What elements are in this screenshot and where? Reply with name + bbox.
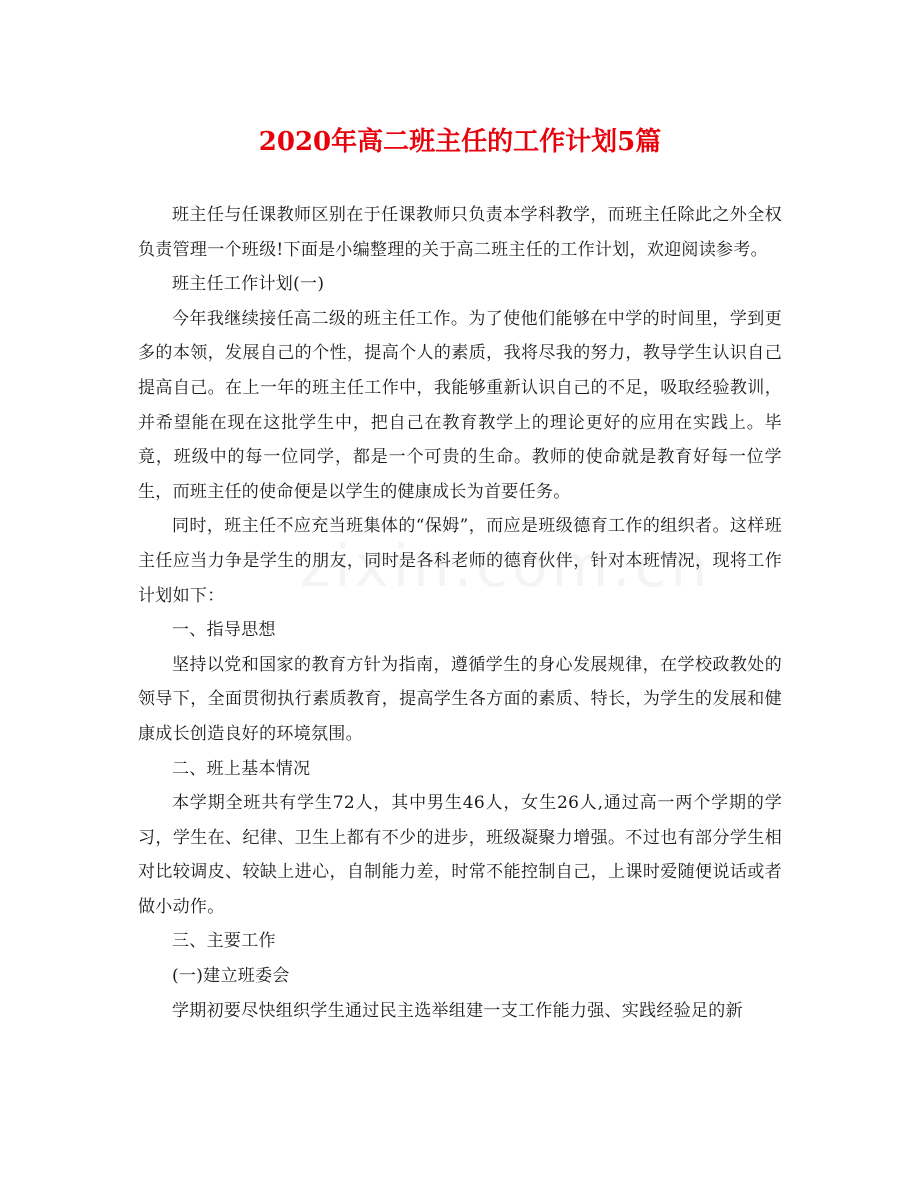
subsection-heading-class-committee: (一)建立班委会 <box>172 966 290 987</box>
document-title: 2020年高二班主任的工作计划5篇 <box>258 127 662 157</box>
section-heading-plan-one: 班主任工作计划(一) <box>172 274 325 295</box>
body-paragraph: 本学期全班共有学生72人，其中男生46人，女生26人,通过高一两个学期的学习，学生在、纪律、卫生上都有不少的进步，班级凝聚力增强。不过也有部分学生相对比较调皮、较缺上进心，自制能力差，时常不能控制自己，上课时爱随便说话或者做小动作。 <box>138 793 782 917</box>
document-body <box>138 198 782 1028</box>
body-paragraph: 今年我继续接任高二级的班主任工作。为了使他们能够在中学的时间里，学到更多的本领，发展自己的个性，提高个人的素质，我将尽我的努力，教导学生认识自己提高自己。在上一年的班主任工作中，我能够重新认识自己的不足，吸取经验教训，并希望能在现在这批学生中，把自己在教育教学上的理论更好的应用在实践上。毕竟，班级中的每一位同学，都是一个可贵的生命。教师的使命就是教育好每一位学生，而班主任的使命便是以学生的健康成长为首要任务。 <box>138 308 782 502</box>
body-paragraph: 坚持以党和国家的教育方针为指南，遵循学生的身心发展规律，在学校政教处的领导下，全面贯彻执行素质教育，提高学生各方面的素质、特长，为学生的发展和健康成长创造良好的环境氛围。 <box>138 654 782 744</box>
section-heading-main-work: 三、主要工作 <box>172 931 276 952</box>
section-heading-class-situation: 二、班上基本情况 <box>172 758 311 779</box>
body-paragraph: 同时，班主任不应充当班集体的“保姆”，而应是班级德育工作的组织者。这样班主任应当力争是学生的朋友，同时是各科老师的德育伙伴，针对本班情况，现将工作计划如下： <box>138 516 782 606</box>
body-paragraph: 学期初要尽快组织学生通过民主选举组建一支工作能力强、实践经验足的新 <box>172 1000 743 1021</box>
intro-paragraph: 班主任与任课教师区别在于任课教师只负责本学科教学，而班主任除此之外全权负责管理一个班级!下面是小编整理的关于高二班主任的工作计划，欢迎阅读参考。 <box>138 205 782 260</box>
section-heading-guiding-ideology: 一、指导思想 <box>172 620 276 641</box>
